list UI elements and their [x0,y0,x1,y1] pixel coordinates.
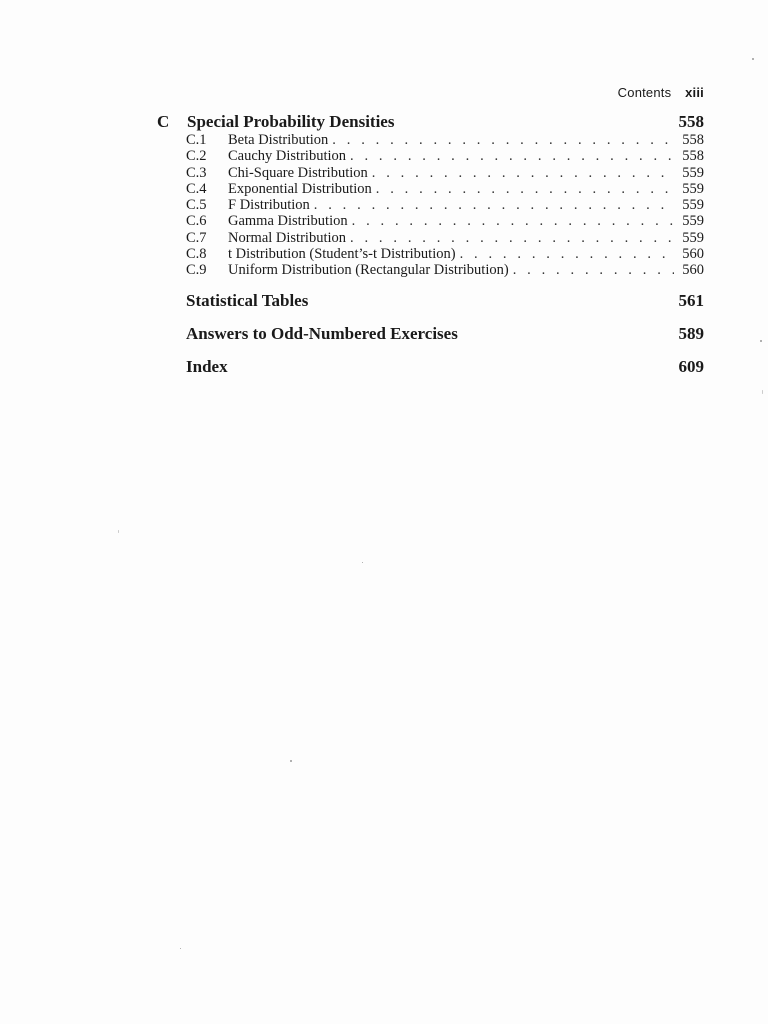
section-title: Index [186,357,228,376]
running-head [618,85,704,100]
entry-page-number: 559 [682,213,704,230]
toc-section-statistical-tables [186,291,704,311]
entry-page-number: 559 [682,180,704,197]
scan-speck [118,530,119,533]
entry-title: Cauchy Distribution [228,148,347,165]
entry-number: C.9 [186,262,207,279]
entry-number: C.6 [186,213,207,230]
entry-title: Normal Distribution [228,229,347,246]
section-page-number: 609 [678,357,704,376]
appendix-entries [157,132,704,279]
toc-entry [157,230,704,246]
dot-leader [332,132,674,148]
toc-entry [157,197,704,213]
entry-page-number: 559 [682,164,704,181]
entry-page-number: 559 [682,197,704,214]
toc-section-answers [186,324,704,344]
entry-page-number: 558 [682,148,704,165]
entry-title: Exponential Distribution [228,180,372,197]
dot-leader [350,230,674,246]
running-head-label: Contents [617,85,672,100]
entry-number: C.4 [186,180,207,197]
toc-entry [157,132,704,148]
entry-title: F Distribution [228,197,310,214]
dot-leader [372,165,674,181]
entry-number: C.3 [186,164,207,181]
toc-entry [157,213,704,229]
dot-leader [513,262,674,278]
entry-title: Chi-Square Distribution [228,164,368,181]
scan-speck [290,760,292,762]
dot-leader [314,197,674,213]
entry-page-number: 558 [682,132,704,148]
entry-number: C.5 [186,197,207,214]
scan-speck [752,58,754,60]
section-title: Statistical Tables [186,291,309,310]
entry-page-number: 559 [682,229,704,246]
toc-section-index [186,357,704,377]
toc-entry [157,165,704,181]
entry-page-number: 560 [682,246,704,263]
entry-title: Uniform Distribution (Rectangular Distribution) [228,262,509,279]
section-page-number: 589 [678,324,704,343]
entry-page-number: 560 [682,262,704,279]
entry-number: C.7 [186,229,207,246]
appendix-c-block [157,112,704,279]
entry-number: C.8 [186,246,207,263]
entry-number: C.1 [186,132,207,148]
toc-entry [157,148,704,164]
entry-title: t Distribution (Student’s-t Distribution) [228,246,456,263]
appendix-heading [157,112,704,132]
entry-title: Beta Distribution [228,132,329,148]
dot-leader [350,148,674,164]
appendix-letter: C [157,112,170,131]
scan-speck [760,340,762,342]
dot-leader [460,246,674,262]
running-head-page-number: xiii [685,85,704,100]
entry-number: C.2 [186,148,207,165]
toc-entry [157,262,704,278]
section-page-number: 561 [678,291,704,310]
appendix-title: Special Probability Densities [187,112,395,131]
dot-leader [376,181,674,197]
scan-speck [762,390,763,394]
scan-speck [180,948,181,949]
toc-entry [157,246,704,262]
entry-title: Gamma Distribution [228,213,348,230]
section-title: Answers to Odd-Numbered Exercises [186,324,458,343]
scan-speck [362,562,363,563]
toc-entry [157,181,704,197]
dot-leader [352,213,674,229]
appendix-page-number: 558 [678,112,704,131]
